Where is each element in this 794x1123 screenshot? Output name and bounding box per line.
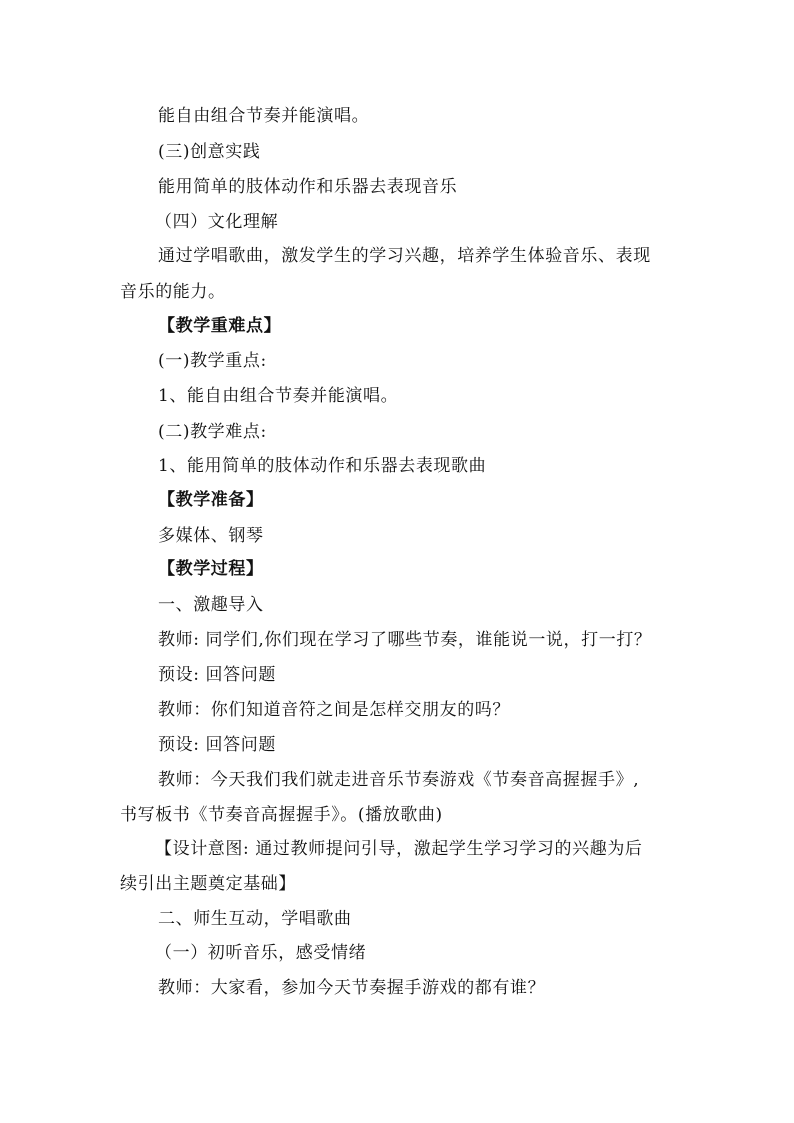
design-intent-line: 续引出主题奠定基础】: [120, 874, 296, 894]
paragraph-line: 书写板书《节奏音高握握手》。(播放歌曲): [120, 805, 443, 825]
section-heading: 二、师生互动，学唱歌曲: [158, 909, 352, 929]
paragraph-line: 预设: 回答问题: [158, 735, 276, 755]
bold-heading: 【教学准备】: [158, 490, 264, 510]
section-heading: (一)教学重点:: [158, 351, 267, 371]
bold-heading: 【教学重难点】: [158, 316, 282, 336]
paragraph-line: 能用简单的肢体动作和乐器去表现音乐: [158, 177, 458, 197]
paragraph-line: 预设: 回答问题: [158, 665, 276, 685]
paragraph-line: 教师：今天我们我们就走进音乐节奏游戏《节奏音高握握手》,: [158, 770, 640, 790]
section-heading: （四）文化理解: [155, 212, 279, 232]
bold-heading: 【教学过程】: [158, 559, 264, 579]
paragraph-line: 能自由组合节奏并能演唱。: [158, 106, 370, 126]
section-heading: 一、激趣导入: [158, 595, 264, 615]
paragraph-line: 1、能自由组合节奏并能演唱。: [158, 386, 399, 406]
paragraph-line: 教师: 同学们,你们现在学习了哪些节奏，谁能说一说，打一打？: [158, 630, 652, 650]
paragraph-line: 1、能用简单的肢体动作和乐器去表现歌曲: [158, 456, 487, 476]
subsection-heading: （一）初听音乐，感受情绪: [155, 943, 367, 963]
design-intent-line: 【设计意图: 通过教师提问引导，激起学生学习学习的兴趣为后: [155, 839, 643, 859]
paragraph-line: 通过学唱歌曲，激发学生的学习兴趣，培养学生体验音乐、表现: [158, 246, 651, 266]
section-heading: (三)创意实践: [158, 142, 261, 162]
paragraph-line: 教师：你们知道音符之间是怎样交朋友的吗？: [158, 700, 510, 720]
paragraph-line: 多媒体、钢琴: [158, 526, 264, 546]
section-heading: (二)教学难点:: [158, 422, 267, 442]
paragraph-line: 音乐的能力。: [120, 282, 226, 302]
paragraph-line: 教师：大家看，参加今天节奏握手游戏的都有谁？: [158, 978, 546, 998]
